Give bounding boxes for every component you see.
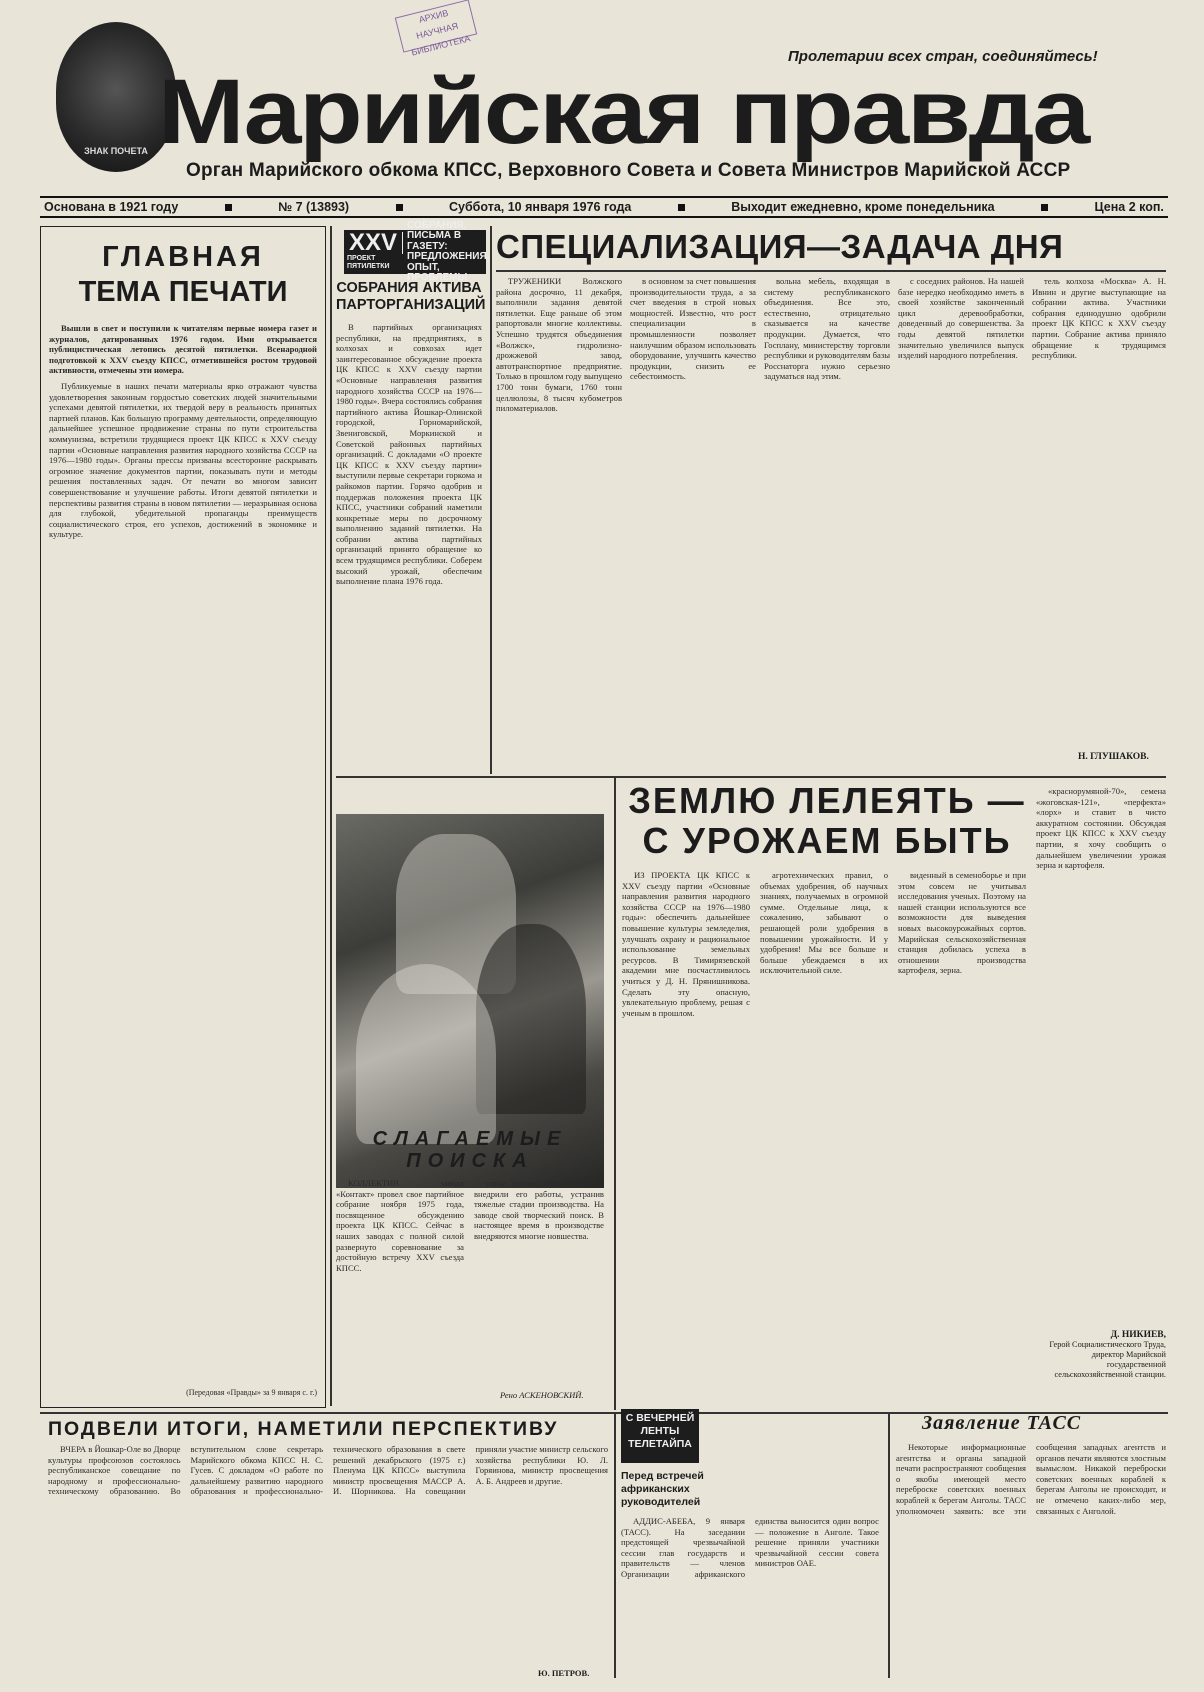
- newspaper-subtitle: Орган Марийского обкома КПСС, Верховного Совета и Совета Министров Марийской АССР: [186, 160, 1071, 181]
- editorial-heading-line1: ГЛАВНАЯ: [102, 241, 264, 273]
- specialization-byline: Н. ГЛУШАКОВ.: [1078, 752, 1149, 762]
- specialization-col4: с соседних районов. На нашей базе нередко необходимо иметь в своей хозяйстве законченный цикл деревообработки, доведенный до совершенства. За годы девятой пятилетки значительно увеличился выпуск изделий народного потребления.: [898, 276, 1024, 361]
- editorial-lead: Вышли в свет и поступили к читателям первые номера газет и журналов, датированных 1976 годом. Ими открывается публицистическая летопись десятой пятилетки. Всенародной подготовкой к XXV съезду КПСС, отметившейся ростом трудовой активности, отмечены эти номера.: [49, 323, 317, 376]
- party-meetings-article: [336, 280, 486, 802]
- newspaper-page: [18, 8, 1186, 1684]
- teletype-body: АДДИС-АБЕБА, 9 января (ТАСС). На заседании предстоящей чрезвычайной сессии глав государств и правительств — членов Организации африканского единства выносится один вопрос — положение в Анголе. Такое решение приняли участники чрезвычайной сессии совета министров ОАЕ.: [621, 1516, 879, 1579]
- xxv-badge: [344, 219, 490, 283]
- editorial-body: Публикуемые в наших печати материалы ярко отражают чувства удовлетворения законным гордостью советских людей значительными успехами девятой пятилетки, их твердой веру в реальность принятых партией планов. Как большую программу деятельности, определяющую дальнейшее успешное продвижение страны по пути строительства коммунизма, встретили трудящиеся проект ЦК КПСС к XXV съезду партии «Основные направления развития народного хозяйства СССР на 1976—1980 годы». Органы прессы призваны всесторонне раскрывать огромное значение документов партии, показывать пути и методы решения поставленных задач. От печати во многом зависит совершенствование и улучшение работы. Итоги девятой пятилетки и перспективы развития страны в новом пятилетии — неразрывная основа для глубокой, убедительной пропаганды преимуществ социалистического строя, его успехов, достижений в экономике и культуре.: [49, 380, 317, 540]
- divider: [330, 226, 332, 1406]
- bullet-icon: [396, 204, 403, 211]
- issue-date: Суббота, 10 января 1976 года: [448, 200, 632, 214]
- land-col2: агротехнических правил, о объемах удобрения, об научных знаниях, получаемых в огромной сумме. Отдельные лица, к сожалению, забывают о решающей роли удобрения в повышении урожайности. И у удобрения! Мы все больше и больше убеждаемся в их исключительной силе.: [760, 870, 888, 976]
- specialization-col3: вольна мебель, входящая в систему республиканского объединения. Все это, естественно, отрицательно сказывается на качестве продукции. Думается, что Госплану, министерству торговли республики и руководителям базы Росснаторга нужно серьезно задуматься над этим.: [764, 276, 890, 382]
- bullet-icon: [1041, 204, 1048, 211]
- price: Цена 2 коп.: [1094, 200, 1164, 214]
- editorial-box: [40, 226, 326, 1408]
- divider: [614, 1414, 616, 1678]
- land-col3: виденный в семеноборье и при этом совсем не учитывал исследования ученых. Поэтому на нашей станции используются все возможности для выведения новых высокоурожайных сортов. Марийская сельскохозяйственная станция добилась успеха в отношении производства картофеля, зерна.: [898, 870, 1026, 976]
- results-byline: Ю. ПЕТРОВ.: [538, 1668, 590, 1678]
- issue-number: № 7 (13893): [278, 200, 350, 214]
- issue-info-bar: [40, 196, 1168, 218]
- specialization-col5: тель колхоза «Москва» А. Н. Ивнин и другие выступающие на собрании актива. Участники собрания единодушно одобрили проект ЦК КПСС к XXV съезду партии. Собрание актива приняло обращение к трудящимся республики.: [1032, 276, 1166, 361]
- editorial-heading-line2: ТЕМА ПЕЧАТИ: [78, 276, 288, 308]
- xxv-label: СОБРАНИЯ, ПИСЬМА В ГАЗЕТУ: ПРЕДЛОЖЕНИЯ, ОПЫТ, ПРОБЛЕМЫ: [407, 219, 490, 283]
- slogan: Пролетарии всех стран, соединяйтесь!: [788, 48, 1098, 65]
- land-col4: «краснорумяной-70», семена «жоговская-121», «перфекта» «лорх» и ставит в чисто аккуратном состоянии. Обсуждая проект ЦК КПСС к XXV съезду партии, я хочу сообщить о дальнейшем увеличении урожая зерна и картофеля.: [1036, 786, 1166, 871]
- land-byline-block: [1036, 1330, 1166, 1380]
- search-heading-line2: ПОИСКА: [406, 1150, 534, 1172]
- search-col1: КОЛЛЕКТИВ завода «Контакт» провел свое партийное собрание ноября 1975 года, посвященное обсуждению проекта ЦК КПСС. Сейчас в наших заводах с полной силой развернуто соревнование за достойную встречу XXV съезда КПСС.: [336, 1178, 464, 1273]
- search-byline: Рено АСКЕНОВСКИЙ.: [500, 1390, 584, 1400]
- emblem-label: ЗНАК ПОЧЕТА: [84, 146, 148, 156]
- party-meetings-heading: СОБРАНИЯ АКТИВА ПАРТОРГАНИЗАЦИЙ: [336, 280, 486, 313]
- bullet-icon: [225, 204, 232, 211]
- search-col2: сятки единиц оборудования и внедрили его работы, устранив тяжелые стадии производства. На заводе свой творческий поиск. В настоящее время в производстве внедряются многие новшества.: [474, 1178, 604, 1241]
- editorial-source: (Передовая «Правды» за 9 января с. г.): [186, 1388, 317, 1398]
- specialization-col1: ТРУЖЕНИКИ Волжского района досрочно, 11 декабря, выполнили задания девятой пятилетки. Еще раньше об этом рапортовали многие коллективы. Успешно трудятся объединения «Волжск», гидролизно-дрожжевой завод, автотранспортное предприятие. Только в прошлом году выпущено 1700 тонн бумаги, 1760 тонн целлюлозы, 8 тысяч кубометров пиломатериалов.: [496, 276, 622, 414]
- newspaper-title: Марийская правда: [158, 61, 1088, 163]
- teletype-badge: С ВЕЧЕРНЕЙ ЛЕНТЫ ТЕЛЕТАЙПА: [621, 1409, 699, 1463]
- search-article: [336, 1128, 604, 1172]
- frequency: Выходит ежедневно, кроме понедельника: [731, 200, 995, 214]
- land-col1: ИЗ ПРОЕКТА ЦК КПСС к XXV съезду партии «Основные направления развития народного хозяйства СССР на 1976—1980 годы»: обеспечить дальнейшее повышение культуры земледелия, улучшать охрану и рациональное использование земельных ресурсов. В Тимирязевской академии мне посчастливилось учиться у Д. Н. Прянишникова. Сделать эту опасную, увлекательную проблему, решая с ученым в прошлом.: [622, 870, 750, 1018]
- land-byline: Д. НИКИЕВ,: [1110, 1330, 1166, 1340]
- results-heading: ПОДВЕЛИ ИТОГИ, НАМЕТИЛИ ПЕРСПЕКТИВУ: [48, 1418, 559, 1440]
- xxv-number: XXV: [344, 232, 403, 254]
- land-heading-line1: ЗЕМЛЮ ЛЕЛЕЯТЬ —: [628, 780, 1026, 821]
- divider: [888, 1414, 890, 1678]
- land-byline-title: Герой Социалистического Труда, директор Марийской государственной сельскохозяйственной станции.: [1049, 1340, 1166, 1379]
- land-heading-line2: С УРОЖАЕМ БЫТЬ: [642, 820, 1012, 861]
- bullet-icon: [678, 204, 685, 211]
- teletype-heading: Перед встречей африканских руководителей: [621, 1470, 704, 1508]
- divider: [614, 778, 616, 1410]
- divider: [336, 776, 1166, 778]
- divider: [496, 270, 1166, 272]
- divider: [490, 226, 492, 774]
- library-stamp: АРХИВ НАУЧНАЯ БИБЛИОТЕКА: [395, 0, 477, 53]
- tass-body: Некоторые информационные агентства и органы западной печати распространяют сообщения о якобы имеющей место переброске советских военных кораблей к берегам Анголы. ТАСС уполномочен заявить: все эти сообщения западных агентств и органов печати являются злостным вымыслом. Никакой переброски советских военных кораблей к берегам Анголы не происходит, и не отмечено каких-либо мер, связанных с Анголой.: [896, 1442, 1166, 1516]
- tass-heading: Заявление ТАСС: [922, 1412, 1082, 1434]
- search-heading-line1: СЛАГАЕМЫЕ: [372, 1128, 568, 1150]
- xxv-small-label: ПРОЕКТ ПЯТИЛЕТКИ: [347, 255, 390, 270]
- specialization-heading: СПЕЦИАЛИЗАЦИЯ—ЗАДАЧА ДНЯ: [496, 228, 1064, 265]
- specialization-col2: в основном за счет повышения производительности труда, а за счет введения в строй новых мощностей. Известно, что рост специализации в промышленности позволяет наилучшим образом использовать оборудование, улучшить качество продукции, снизить ее себестоимость.: [630, 276, 756, 382]
- founded: Основана в 1921 году: [44, 200, 179, 214]
- results-body: ВЧЕРА в Йошкар-Оле во Дворце культуры профсоюзов состоялось республиканское совещание по народному и профессионально-техническому образованию. Во вступительном слове секретарь Марийского обкома КПСС Н. С. Гусев. С докладом «О работе по дальнейшему развитию народного образования и профессионально-технического образования в свете решений декабрьского (1975 г.) Пленума ЦК КПСС» выступила министр просвещения МАССР А. И. Шорникова. На совещании приняли участие министр сельского хозяйства республики Ю. Л. Горяинова, министр просвещения А. Б. Андреев и другие.: [48, 1444, 608, 1497]
- party-meetings-body: В партийных организациях республики, на предприятиях, в колхозах и совхозах идет заинтересованное обсуждение проекта ЦК КПСС к XXV съезду партии «Основные направления развития народного хозяйства СССР на 1976—1980 годы». Вчера состоялись собрания партийного актива Йошкар-Олинской городской, Горномарийской, Звениговской, Моркинской и Советской районных партийных организаций. С докладами «О проекте ЦК КПСС к XXV съезду партии» выступили первые секретари горкома и райкомов партии. Горячо одобрив и поддержав положения проекта ЦК КПСС, участники собраний наметили конкретные меры по досрочному выполнению заданий пятилетки. На собрании актива партийных организаций принято обращение ко всем трудящимся республики. Соберем высокий урожай, обеспечим выполнение плана 1976 года.: [336, 322, 482, 587]
